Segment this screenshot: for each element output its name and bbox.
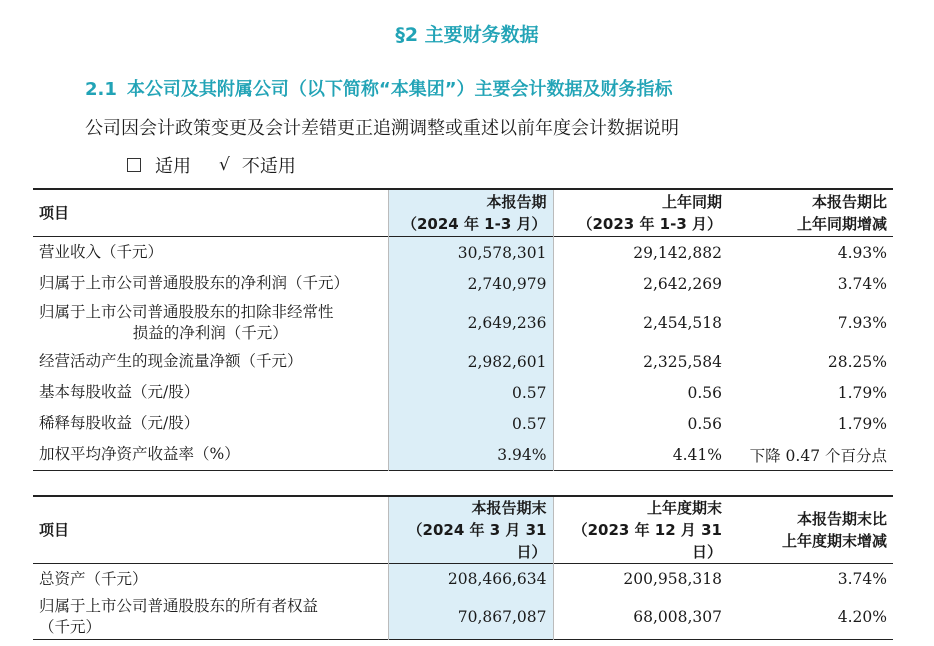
- prior-value: 2,325,584: [643, 352, 722, 371]
- header-change-line2: 上年度期末增减: [781, 532, 887, 550]
- table-row: [33, 346, 893, 377]
- row-label: 加权平均净资产收益率（%）: [39, 445, 240, 463]
- table-row: [33, 564, 893, 595]
- header-change-line1: 本报告期末比: [796, 510, 887, 528]
- prior-value: 0.56: [687, 414, 722, 433]
- header-prior-period: [553, 189, 728, 237]
- change-value: 3.74%: [837, 274, 887, 293]
- current-value: 30,578,301: [388, 237, 553, 269]
- header-change-line1: 本报告期比: [811, 193, 887, 211]
- change-value: 7.93%: [837, 313, 887, 332]
- row-label: 经营活动产生的现金流量净额（千元）: [39, 352, 303, 370]
- table-row: [33, 268, 893, 299]
- header-prior-line2: （2023 年 12 月 31 日）: [572, 521, 722, 561]
- applicable-label: 适用: [155, 156, 191, 177]
- table-row: [33, 237, 893, 269]
- current-value: 2,982,601: [388, 346, 553, 377]
- not-applicable-label: 不适用: [241, 156, 296, 177]
- current-value: 3.94%: [388, 439, 553, 471]
- checkmark-icon: √: [219, 155, 230, 175]
- change-value: 4.20%: [837, 607, 887, 626]
- table-header-row: [33, 496, 893, 564]
- change-value: 4.93%: [837, 243, 887, 262]
- row-label-line2: 损益的净利润（千元）: [132, 323, 288, 342]
- change-value: 28.25%: [827, 352, 887, 371]
- financial-indicators-table: [33, 188, 893, 471]
- change-value: 1.79%: [837, 414, 887, 433]
- current-value: 70,867,087: [388, 594, 553, 640]
- change-value: 下降 0.47 个百分点: [749, 446, 887, 465]
- row-label: [33, 594, 388, 640]
- prior-value: 200,958,318: [623, 570, 722, 588]
- header-prior-line1: 上年同期: [661, 193, 722, 211]
- section-title: §2 主要财务数据: [395, 24, 539, 46]
- table-header-row: [33, 189, 893, 237]
- change-value: 1.79%: [837, 383, 887, 402]
- current-value: 208,466,634: [388, 564, 553, 595]
- prior-value: 4.41%: [672, 445, 722, 464]
- row-label: 归属于上市公司普通股股东的净利润（千元）: [39, 274, 350, 292]
- row-label-line1: 归属于上市公司普通股股东的所有者权益: [39, 596, 319, 615]
- prior-value: 68,008,307: [633, 607, 722, 626]
- prior-value: 0.56: [687, 383, 722, 402]
- table-row: [33, 299, 893, 346]
- current-value: 2,649,236: [388, 299, 553, 346]
- empty-checkbox-icon: [127, 158, 141, 172]
- header-current-line1: 本报告期: [486, 193, 547, 211]
- sub-section-title: [85, 75, 673, 101]
- header-current-line1: 本报告期末: [471, 499, 547, 517]
- header-change: [728, 189, 893, 237]
- row-label-line1: 归属于上市公司普通股股东的扣除非经常性: [39, 302, 334, 321]
- header-current-period: [388, 189, 553, 237]
- row-label: 营业收入（千元）: [39, 243, 164, 261]
- header-change: [728, 496, 893, 564]
- table-row: [33, 439, 893, 471]
- prior-value: 2,454,518: [643, 313, 722, 332]
- row-label: 总资产（千元）: [39, 569, 148, 588]
- header-current-period: [388, 496, 553, 564]
- header-change-line2: 上年同期增减: [796, 215, 887, 233]
- restatement-note: 公司因会计政策变更及会计差错更正追溯调整或重述以前年度会计数据说明: [85, 118, 679, 139]
- table-row: [33, 408, 893, 439]
- current-value: 0.57: [388, 377, 553, 408]
- balance-indicators-table: [33, 495, 893, 640]
- table-row: [33, 377, 893, 408]
- row-label: 稀释每股收益（元/股）: [39, 414, 200, 432]
- prior-value: 29,142,882: [633, 243, 722, 262]
- table-row: [33, 594, 893, 640]
- current-value: 2,740,979: [388, 268, 553, 299]
- row-label: 基本每股收益（元/股）: [39, 383, 200, 401]
- sub-section-text: 本公司及其附属公司（以下简称“本集团”）主要会计数据及财务指标: [126, 79, 673, 100]
- header-item: 项目: [39, 204, 70, 222]
- row-label: [33, 299, 388, 346]
- header-current-line2: （2024 年 3 月 31 日）: [407, 521, 547, 561]
- current-value: 0.57: [388, 408, 553, 439]
- prior-value: 2,642,269: [643, 274, 722, 293]
- header-prior-line2: （2023 年 1-3 月）: [577, 215, 722, 233]
- header-current-line2: （2024 年 1-3 月）: [401, 215, 547, 233]
- applicability-options: [127, 152, 296, 178]
- row-label-line2: （千元）: [39, 617, 102, 636]
- header-prior-line1: 上年度期末: [646, 499, 722, 517]
- header-prior-period: [553, 496, 728, 564]
- change-value: 3.74%: [837, 570, 887, 588]
- header-item: 项目: [39, 521, 70, 539]
- sub-section-number: 2.1: [85, 79, 117, 100]
